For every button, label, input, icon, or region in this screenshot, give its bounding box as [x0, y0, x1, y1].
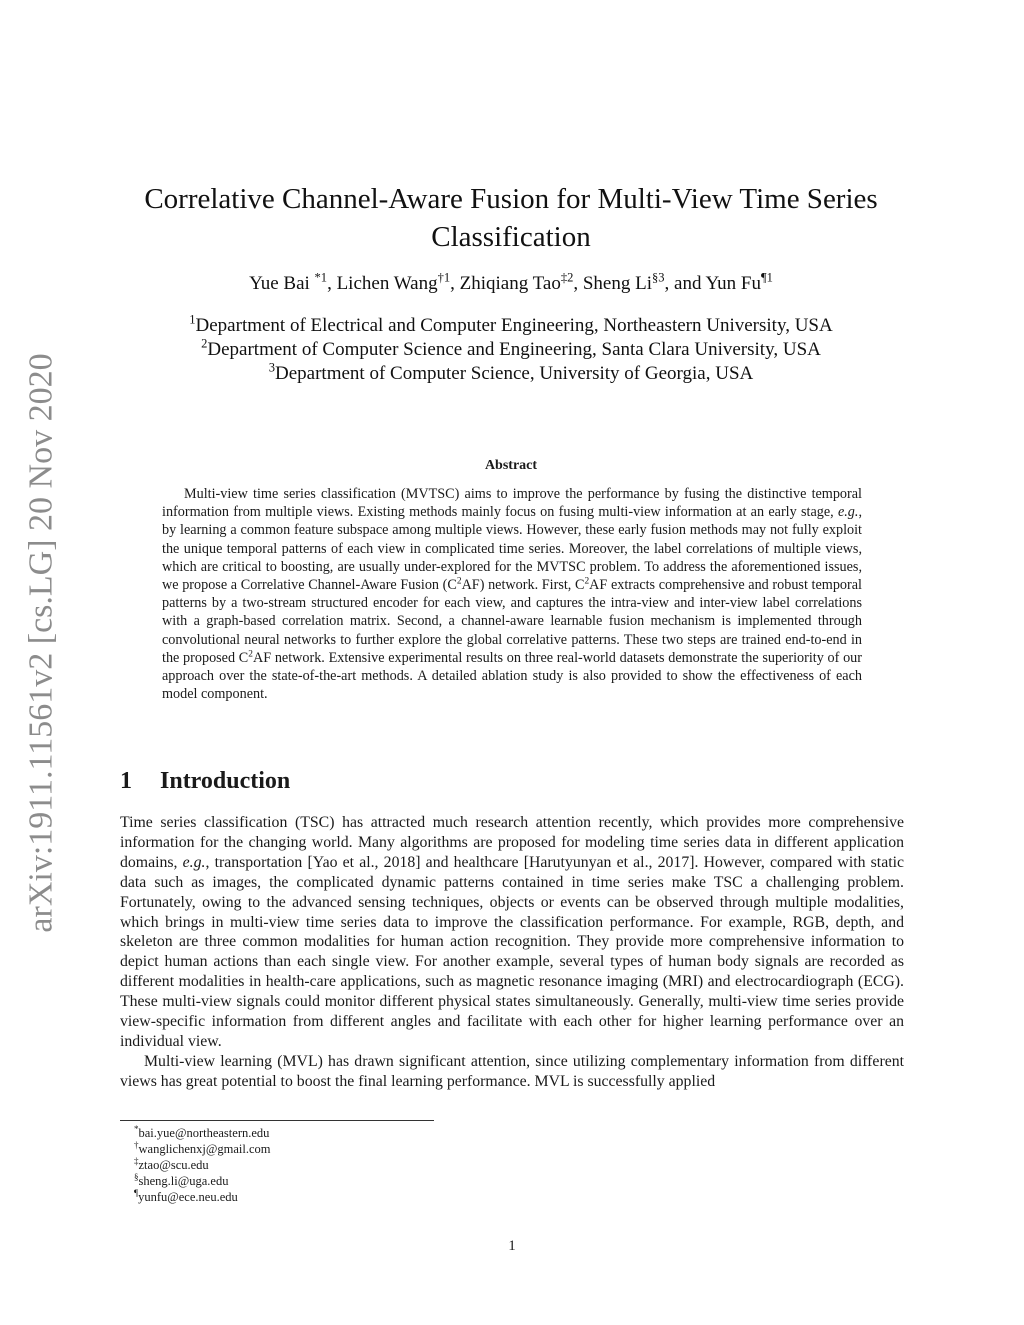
affiliation-text: Department of Electrical and Computer Engineering, Northeastern University, USA [195, 315, 833, 336]
footnote-mark: § [134, 1171, 139, 1182]
affiliation [130, 314, 892, 338]
section-title: Introduction [160, 768, 291, 794]
footnote [120, 1173, 620, 1189]
intro-eg: e.g. [182, 853, 206, 871]
author-mark: ¶1 [760, 270, 773, 285]
footnote-mark: * [134, 1123, 139, 1134]
author-name: Lichen Wang [336, 273, 438, 294]
title-line-1: Correlative Channel-Aware Fusion for Multi-View Time Series [144, 183, 878, 215]
title-line-2: Classification [431, 221, 591, 253]
author-separator: , [450, 273, 460, 294]
footnote-mark: ¶ [134, 1187, 139, 1198]
abstract-text: Multi-view time series classification (MVTSC) aims to improve the performance by fusing the distinctive temporal information from multiple views. Existing methods mainly focus on fusing multi-view information at an early stage, [162, 486, 862, 521]
affiliation [130, 362, 892, 386]
section-number: 1 [120, 768, 132, 794]
arxiv-identifier-text: arXiv:1911.11561v2 [cs.LG] 20 Nov 2020 [23, 352, 60, 933]
footnote [120, 1125, 620, 1141]
intro-paragraph-2: Multi-view learning (MVL) has drawn significant attention, since utilizing complementary information from different views has great potential to boost the final learning performance. MVL is successfully applied [120, 1052, 904, 1090]
superscript: 2 [248, 649, 253, 660]
footnote-divider [120, 1120, 434, 1121]
footnote-mark: ‡ [134, 1155, 139, 1166]
section-heading [120, 768, 720, 795]
abstract-text: AF extracts comprehensive and robust temporal patterns by a two-stream structured encoder for each view, and captures the intra-view and inter-view label correlations with a graph-based correlation matrix. Second, a channel-aware learnable fusion mechanism is implemented through convolutional neural networks to further explore the global correlative patterns. These two steps are trained end-to-end in the proposed C [162, 577, 862, 666]
author-name: Yun Fu [705, 273, 761, 294]
page-number: 1 [508, 1238, 516, 1254]
affiliation [130, 338, 892, 362]
abstract-heading: Abstract [484, 458, 538, 473]
intro-paragraph-1 [120, 813, 904, 1052]
author-mark: ‡2 [560, 270, 574, 285]
affiliation-list [130, 314, 892, 386]
affiliation-number: 3 [268, 360, 276, 375]
abstract-eg: e.g. [837, 504, 859, 521]
introduction-body [120, 813, 904, 1092]
author-separator: , and [664, 273, 706, 294]
author-separator: , [573, 273, 583, 294]
affiliation-number: 2 [201, 336, 208, 351]
footnote [120, 1157, 620, 1173]
abstract-body [162, 485, 862, 703]
author-mark: †1 [437, 270, 451, 285]
author-mark: *1 [314, 270, 328, 285]
author-name: Sheng Li [582, 273, 652, 294]
intro-text: , transportation [Yao et al., 2018] and healthcare [Harutyunyan et al., 2017]. However, compared with static data such as images, the complicated dynamic patterns contained in time series make TSC a challenging problem. Fortunately, owing to the advanced sensing techniques, objects or events can be observed through multiple modalities, which brings in multi-view time series data to improve the classification performance. For example, RGB, depth, and skeleton are three common modalities for human action recognition. They provide more comprehensive information to depict human actions than each single view. For another example, several types of human body signals are recorded as different modalities in health-care applications, such as magnetic resonance imaging (MRI) and electrocardiograph (ECG). These multi-view signals could monitor different physical states simultaneously. Generally, multi-view time series provide view-specific information from different angles and facilitate with each other for higher learning performance over an individual view. [120, 853, 904, 1050]
footnote-email: ztao@scu.edu [138, 1158, 209, 1172]
author-list [130, 270, 892, 295]
abstract-text: , by learning a common feature subspace among multiple views. However, these early fusion methods may not fully exploit the unique temporal patterns of each view in complicated time series. Moreover, the label correlations of multiple views, which are critical to boosting, are usually under-explored for the MVTSC problem. To address the aforementioned issues, we propose a Correlative Channel-Aware Fusion (C [162, 504, 862, 594]
superscript: 2 [456, 576, 462, 587]
footnote-mark: † [134, 1139, 139, 1150]
author-name: Yue Bai [249, 273, 315, 294]
footnote-list [120, 1125, 620, 1205]
author-mark: §3 [652, 270, 665, 285]
affiliation-text: Department of Computer Science and Engineering, Santa Clara University, USA [207, 339, 821, 360]
intro-text: Time series classification (TSC) has attracted much research attention recently, which provides more comprehensive information for the changing world. Many algorithms are proposed for modeling time series data in different application domains, [120, 814, 904, 871]
author-separator: , [327, 273, 337, 294]
author-name: Zhiqiang Tao [459, 273, 561, 294]
arxiv-identifier [12, 345, 72, 940]
abstract-text: AF network. Extensive experimental results on three real-world datasets demonstrate the superiority of our approach over the state-of-the-art methods. A detailed ablation study is also provided to show the effectiveness of each model component. [162, 649, 862, 703]
footnote-email: yunfu@ece.neu.edu [138, 1190, 238, 1204]
footnote [120, 1141, 620, 1157]
footnote-email: sheng.li@uga.edu [138, 1174, 229, 1188]
footnote [120, 1189, 620, 1205]
affiliation-text: Department of Computer Science, University of Georgia, USA [275, 363, 754, 384]
footnote-email: wanglichenxj@gmail.com [138, 1142, 271, 1156]
superscript: 2 [584, 576, 590, 587]
paper-title [130, 180, 892, 256]
footnote-email: bai.yue@northeastern.edu [138, 1126, 270, 1140]
affiliation-number: 1 [189, 312, 196, 327]
abstract-text: AF) network. First, C [461, 577, 585, 594]
